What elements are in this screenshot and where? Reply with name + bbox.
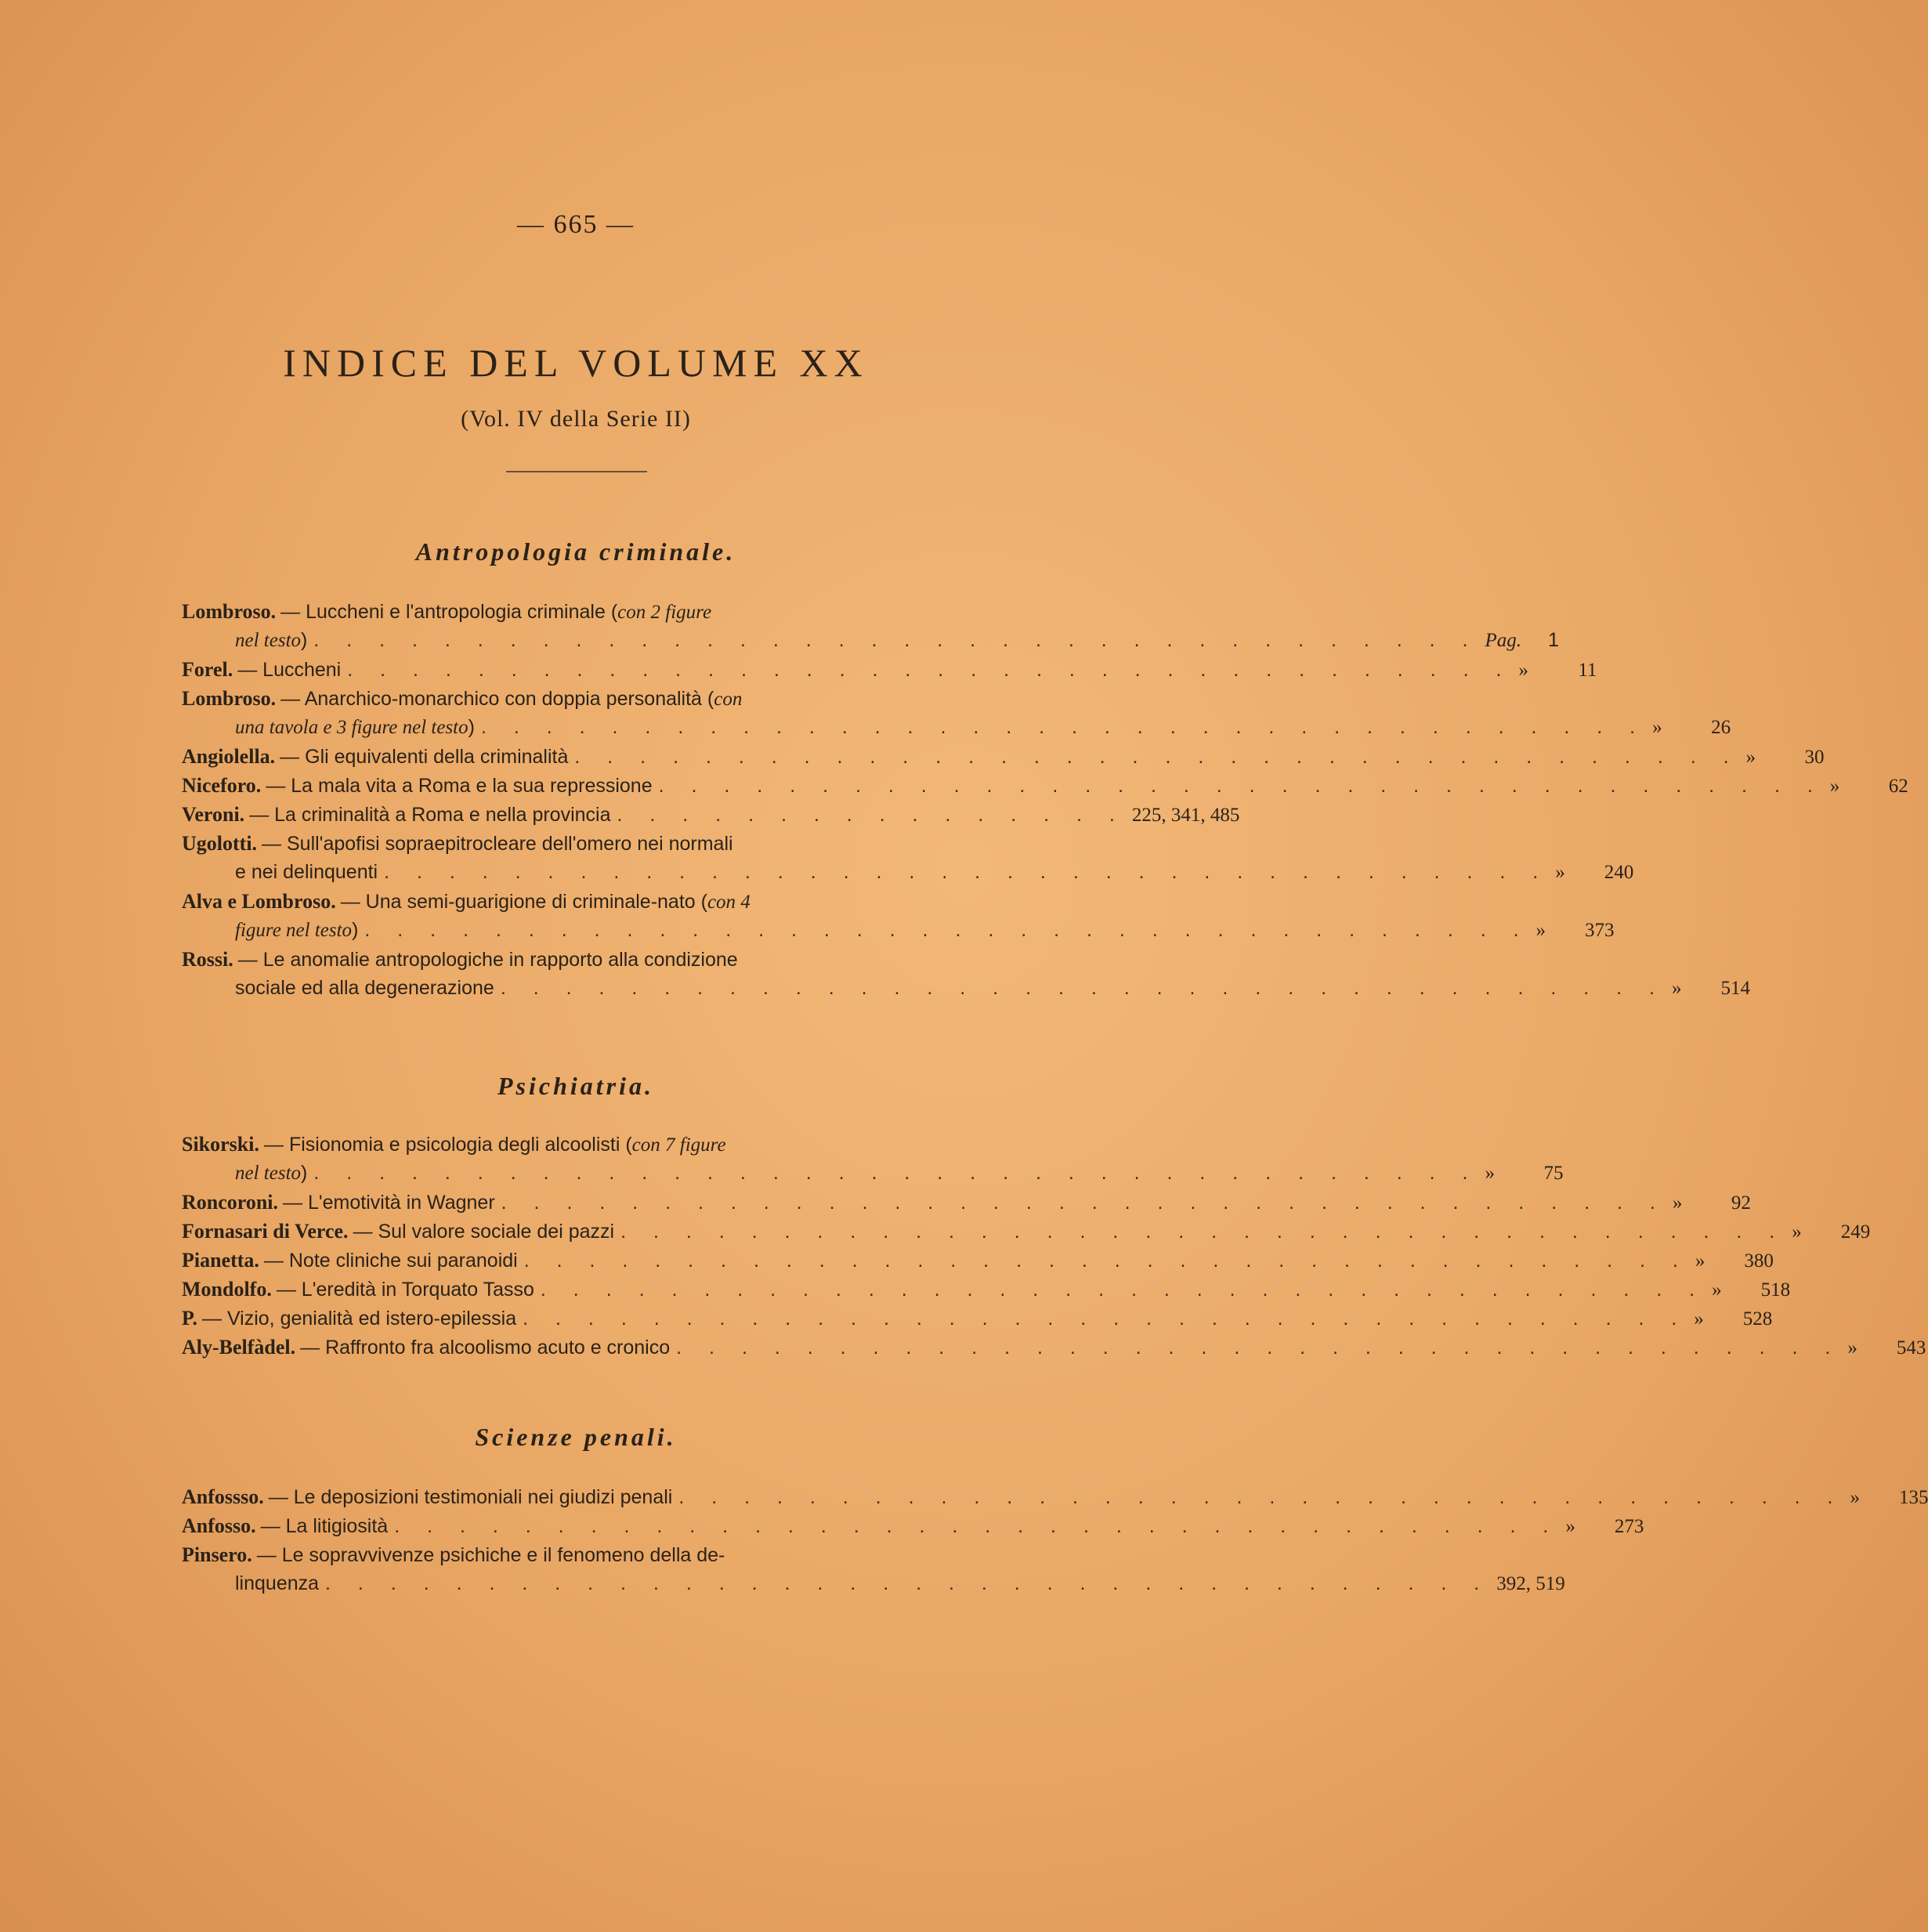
- index-entry: [182, 829, 1634, 887]
- entry-note: con 2 figure: [617, 602, 712, 623]
- ditto-mark: »: [1792, 1221, 1802, 1243]
- entry-note-cont: nel testo: [235, 1163, 302, 1184]
- leader-dots: . . . . . . . . . . . . . . . . . . . . . . . . . . . . . . . . . . . .: [523, 1308, 1688, 1330]
- leader-dots: . . . . . . . . . . . . . . . . . . . . . . . . . . . . . . . . . . . .: [676, 1337, 1842, 1359]
- entry-text: — Una semi-guarigione di criminale-nato (: [340, 891, 707, 913]
- entry-page: 225, 341, 485: [1131, 805, 1240, 826]
- ditto-mark: »: [1565, 1516, 1575, 1537]
- divider: [506, 471, 647, 472]
- entry-ref: [1565, 1512, 1644, 1541]
- entry-text: — Sul valore sociale dei pazzi: [353, 1221, 615, 1243]
- entry-page: 518: [1760, 1279, 1791, 1301]
- leader-dots: . . . . . . . . . . . . . . . . . . . . . . . . . . . . . . . . . . . .: [620, 1221, 1786, 1243]
- volume-subtitle: (Vol. IV della Serie II): [461, 406, 691, 432]
- entry-page: 392, 519: [1496, 1573, 1565, 1594]
- entry-page: 240: [1604, 862, 1634, 883]
- leader-dots: . . . . . . . . . . . . . . . . . . . . . . . . . . . . . . . . . . . .: [325, 1572, 1491, 1594]
- entry-page: 543: [1896, 1337, 1926, 1359]
- entry-ref: [1850, 1483, 1928, 1512]
- section-list-scienze-penali: [182, 1482, 1928, 1598]
- leader-dots: . . . . . . . . . . . . . . . . . . . . . . . . . . . . . . . . . . . .: [313, 629, 1479, 651]
- entry-text: — Sull'apofisi sopraepitrocleare dell'omero nei normali: [262, 833, 733, 855]
- entry-text: — Fisionomia e psicologia degli alcoolisti (: [264, 1134, 632, 1156]
- entry-author: Mondolfo.: [182, 1278, 272, 1301]
- index-entry: [182, 1188, 1751, 1217]
- entry-author: Anfosso.: [182, 1514, 256, 1537]
- entry-ref: [1830, 772, 1908, 801]
- entry-text: — Note cliniche sui paranoidi: [263, 1250, 518, 1272]
- ditto-mark: »: [1555, 862, 1565, 883]
- entry-ref: [1485, 1159, 1564, 1188]
- entry-text: — La criminalità a Roma e nella provincia: [249, 804, 611, 826]
- section-title-antropologia: Antropologia criminale.: [415, 537, 736, 566]
- section-title-scienze-penali: Scienze penali.: [475, 1423, 677, 1451]
- entry-page: 1: [1548, 629, 1559, 651]
- entry-page: 26: [1711, 717, 1731, 738]
- index-entry: [182, 771, 1908, 800]
- entry-text: — Luccheni: [237, 659, 342, 681]
- ditto-mark: »: [1672, 1192, 1683, 1214]
- section-list-psichiatria: [182, 1130, 1926, 1362]
- entry-text: — Anarchico-monarchico con doppia personalità (: [280, 688, 714, 710]
- entry-note: con: [714, 689, 743, 710]
- entry-page: 30: [1804, 747, 1825, 768]
- ditto-mark: »: [1485, 1163, 1495, 1184]
- entry-text-cont: sociale ed alla degenerazione: [235, 977, 494, 999]
- ditto-mark: »: [1671, 978, 1682, 999]
- entry-ref: [1695, 1246, 1774, 1275]
- index-entry: [182, 1482, 1928, 1511]
- entry-ref: [1652, 713, 1731, 742]
- entry-text: — Le sopravvivenze psichiche e il fenomeno della de-: [256, 1544, 725, 1566]
- entry-note-cont: nel testo: [235, 630, 302, 651]
- entry-author: Aly-Belfàdel.: [182, 1336, 296, 1359]
- ditto-mark: »: [1850, 1487, 1860, 1508]
- entry-note-cont: una tavola e 3 figure nel testo: [235, 717, 468, 738]
- index-entry: [182, 1217, 1871, 1246]
- entry-page: 249: [1840, 1221, 1871, 1243]
- ditto-mark: »: [1695, 1250, 1706, 1272]
- entry-author: Sikorski.: [182, 1133, 259, 1156]
- entry-page: 92: [1731, 1192, 1751, 1214]
- section-title-psichiatria: Psichiatria.: [497, 1072, 654, 1100]
- entry-text: — La mala vita a Roma e la sua repressione: [266, 775, 653, 797]
- entry-text-cont: ): [468, 716, 475, 738]
- index-entry: [182, 945, 1750, 1003]
- entry-text-cont: e nei delinquenti: [235, 861, 378, 883]
- leader-dots: . . . . . . . . . . . . . . . . . . . . . . . . . . . . . . . . . . . .: [540, 1279, 1706, 1301]
- leader-dots: . . . . . . . . . . . . . . . . . . . . . . . . . . . . . . . . . . . .: [658, 775, 1824, 797]
- entry-text: — Gli equivalenti della criminalità: [280, 746, 569, 768]
- entry-author: Forel.: [182, 658, 233, 681]
- entry-ref: [1746, 743, 1825, 772]
- entry-text: — La litigiosità: [260, 1515, 389, 1537]
- index-entry: [182, 1275, 1791, 1304]
- entry-text-cont: ): [352, 919, 359, 941]
- entry-author: Pinsero.: [182, 1543, 252, 1566]
- entry-author: Ugolotti.: [182, 832, 258, 855]
- ditto-mark: »: [1847, 1337, 1857, 1359]
- entry-author: Veroni.: [182, 803, 245, 826]
- entry-ref: [1673, 1189, 1751, 1217]
- section-list-antropologia: [182, 597, 1908, 1003]
- entry-author: Niceforo.: [182, 774, 262, 797]
- ditto-mark: »: [1518, 660, 1528, 681]
- leader-dots: . . . . . . . . . . . . . . . . . . . . . . . . . . . . . . . . . . . .: [347, 659, 1513, 681]
- ditto-mark: »: [1712, 1279, 1722, 1301]
- entry-page: 514: [1720, 978, 1750, 999]
- leader-dots: . . . . . . . . . . . . . . . . . . . . . . . . . . . . . . . . . . . .: [523, 1250, 1689, 1272]
- entry-ref: [1555, 858, 1633, 887]
- index-entry: [182, 1333, 1926, 1362]
- leader-dots: . . . . . . . . . . . . . . . .: [617, 804, 1126, 826]
- entry-author: Lombroso.: [182, 687, 277, 710]
- index-entry: [182, 684, 1731, 742]
- entry-ref: [1694, 1304, 1772, 1333]
- page-number: — 665 —: [517, 210, 635, 239]
- index-entry: [182, 742, 1825, 771]
- entry-page: 528: [1742, 1308, 1773, 1330]
- entry-page: 380: [1744, 1250, 1774, 1272]
- entry-page: 273: [1614, 1516, 1644, 1537]
- ditto-mark: »: [1694, 1308, 1704, 1330]
- entry-page: 135: [1898, 1487, 1928, 1508]
- entry-ref: [1792, 1217, 1870, 1246]
- entry-ref: [1536, 916, 1615, 945]
- entry-note: con 7 figure: [631, 1134, 726, 1156]
- leader-dots: . . . . . . . . . . . . . . . . . . . . . . . . . . . . . . . . . . . .: [574, 746, 1740, 768]
- ditto-mark: »: [1745, 747, 1756, 768]
- entry-text: — Vizio, genialità ed istero-epilessia: [202, 1308, 517, 1330]
- leader-dots: . . . . . . . . . . . . . . . . . . . . . . . . . . . . . . . . . . . .: [364, 919, 1530, 941]
- entry-ref: [1847, 1333, 1926, 1362]
- leader-dots: . . . . . . . . . . . . . . . . . . . . . . . . . . . . . . . . . . . .: [480, 716, 1647, 738]
- index-entry: [182, 655, 1597, 684]
- entry-text-cont: ): [301, 1162, 308, 1184]
- entry-author: Pianetta.: [182, 1249, 259, 1272]
- index-entry: [182, 597, 1559, 655]
- entry-page: 11: [1578, 660, 1597, 681]
- entry-text: — Raffronto fra alcoolismo acuto e cronico: [300, 1337, 671, 1359]
- entry-page: 62: [1888, 776, 1908, 797]
- entry-text: — Luccheni e l'antropologia criminale (: [280, 601, 618, 623]
- entry-author: Rossi.: [182, 948, 233, 971]
- ditto-mark: »: [1536, 920, 1546, 941]
- entry-page: 373: [1585, 920, 1615, 941]
- entry-author: Alva e Lombroso.: [182, 890, 336, 913]
- index-entry: [182, 1246, 1774, 1275]
- entry-ref: [1518, 656, 1597, 685]
- entry-text: — L'emotività in Wagner: [283, 1192, 495, 1214]
- index-entry: [182, 1130, 1564, 1188]
- entry-ref: [1672, 974, 1750, 1003]
- entry-text-cont: ): [301, 629, 308, 651]
- entry-note-cont: figure nel testo: [235, 920, 353, 941]
- entry-author: Lombroso.: [182, 600, 277, 623]
- entry-text: — Le anomalie antropologiche in rapporto alla condizione: [237, 949, 738, 971]
- leader-dots: . . . . . . . . . . . . . . . . . . . . . . . . . . . . . . . . . . . .: [500, 977, 1666, 999]
- entry-note: con 4: [707, 892, 751, 913]
- leader-dots: . . . . . . . . . . . . . . . . . . . . . . . . . . . . . . . . . . . .: [394, 1515, 1560, 1537]
- entry-author: Anfossso.: [182, 1485, 264, 1508]
- entry-author: Fornasari di Verce.: [182, 1220, 349, 1243]
- ditto-mark: »: [1652, 717, 1662, 738]
- leader-dots: . . . . . . . . . . . . . . . . . . . . . . . . . . . . . . . . . . . .: [384, 861, 1550, 883]
- ditto-mark: »: [1829, 776, 1840, 797]
- entry-author: Angiolella.: [182, 745, 276, 768]
- pag-label: Pag.: [1485, 630, 1522, 651]
- entry-page: 75: [1543, 1163, 1564, 1184]
- entry-author: P.: [182, 1307, 197, 1330]
- leader-dots: . . . . . . . . . . . . . . . . . . . . . . . . . . . . . . . . . . . .: [501, 1192, 1666, 1214]
- entry-author: Roncoroni.: [182, 1191, 279, 1214]
- index-entry: [182, 800, 1240, 829]
- entry-text: — Le deposizioni testimoniali nei giudizi penali: [268, 1486, 673, 1508]
- index-entry: [182, 1304, 1773, 1333]
- entry-text-cont: linquenza: [235, 1572, 320, 1594]
- index-entry: [182, 887, 1615, 945]
- entry-text: — L'eredità in Torquato Tasso: [276, 1279, 534, 1301]
- index-entry: [182, 1511, 1644, 1540]
- entry-ref: [1712, 1275, 1790, 1304]
- leader-dots: . . . . . . . . . . . . . . . . . . . . . . . . . . . . . . . . . . . .: [313, 1162, 1479, 1184]
- volume-title: INDICE DEL VOLUME XX: [283, 341, 869, 385]
- index-entry: [182, 1540, 1565, 1598]
- leader-dots: . . . . . . . . . . . . . . . . . . . . . . . . . . . . . . . . . . . .: [678, 1486, 1844, 1508]
